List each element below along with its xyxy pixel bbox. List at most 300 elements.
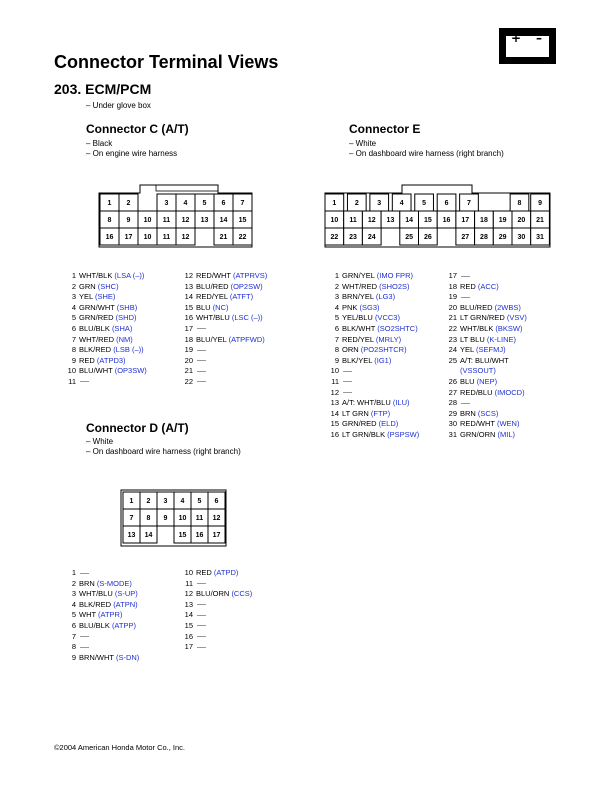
pin-number: 15: [330, 419, 339, 429]
pin-number: 15: [184, 302, 193, 312]
pin-number: 22: [184, 376, 193, 386]
connector-d-pin-row: [173, 579, 252, 590]
unused-pin-dash: [196, 610, 206, 621]
pin-signal-code: (VSV): [506, 313, 527, 323]
connector-e-pin-row: [319, 313, 419, 324]
connector-d-cavity-label: 14: [144, 532, 153, 539]
connector-d-cavity-label: 4: [180, 498, 185, 505]
connector-e-pin-row: [437, 313, 527, 324]
pin-wire: GRN/RED (SHD): [79, 313, 137, 323]
pin-number: 8: [334, 345, 339, 355]
connector-d-pin-row: [173, 621, 252, 632]
pin-wire: BLK/YEL (IG1): [342, 355, 392, 365]
unused-pin-dash: [196, 324, 206, 335]
pin-number: 3: [71, 589, 76, 599]
connector-e-cavity-label: 24: [367, 234, 376, 241]
pin-number: 17: [184, 642, 193, 652]
pin-wire: RED/WHT (WEN): [460, 419, 520, 429]
pin-number: 5: [71, 610, 76, 620]
connector-e-pin-row: [319, 366, 419, 377]
pin-signal-code: (MRLY): [375, 334, 402, 344]
pin-number: 14: [184, 292, 193, 302]
connector-d-pins-left: [56, 568, 139, 663]
pin-number: 26: [448, 376, 457, 386]
connector-e-cavity-label: 11: [349, 217, 357, 224]
pin-number: 20: [448, 302, 457, 312]
connector-e-pin-row: [437, 282, 527, 293]
connector-e-pin-row: [319, 356, 419, 367]
connector-d-note-location: – On dashboard wire harness (right branch): [86, 447, 241, 456]
pin-number: 10: [67, 366, 76, 376]
pin-wire: RED (ACC): [460, 281, 499, 291]
pin-signal-code: (CCS): [231, 589, 253, 599]
connector-d-cavity-label: 3: [163, 498, 168, 505]
pin-wire: GRN/YEL (IMO FPR): [342, 271, 413, 280]
connector-e-pin-row: [319, 409, 419, 420]
connector-e-pin-row: [319, 303, 419, 314]
pin-number: 13: [184, 281, 193, 291]
pin-number: 4: [71, 599, 76, 609]
connector-c-pin-row: [173, 313, 267, 324]
pin-wire: LT GRN/RED (VSV): [460, 313, 527, 323]
connector-e-pin-row: [437, 271, 527, 282]
connector-d-diagram: [118, 486, 230, 550]
pin-wire: BRN/WHT (S-DN): [79, 652, 140, 662]
pin-number: 3: [71, 292, 76, 302]
pin-signal-code: (K-LINE): [486, 334, 516, 344]
pin-signal-code: (SHE): [94, 292, 116, 302]
pin-wire: A/T: WHT/BLU (ILU): [342, 398, 410, 408]
connector-c-cavity-label: 10: [143, 217, 152, 224]
pin-number: 25: [448, 355, 457, 365]
connector-c-pin-row: [173, 366, 267, 377]
connector-e-cavity-label: 21: [536, 217, 544, 224]
connector-c-cavity-label: 16: [105, 234, 114, 241]
connector-c-cavity-label: 15: [238, 217, 247, 224]
unused-pin-dash: [196, 600, 206, 611]
connector-e-pins-left: [319, 271, 419, 441]
connector-c-pin-row: [173, 303, 267, 314]
connector-e-cavity-label: 7: [467, 200, 471, 207]
pin-signal-code: (ATPN): [113, 599, 138, 609]
connector-d-note-color: – White: [86, 437, 114, 446]
pin-wire: LT BLU (K-LINE): [460, 334, 516, 344]
connector-e-pin-row: [319, 398, 419, 409]
pin-number: 11: [185, 578, 193, 588]
pin-wire: [460, 366, 496, 377]
unused-pin-dash: [196, 366, 206, 377]
pin-wire: BRN (S-MODE): [79, 578, 132, 588]
connector-c-cavity-label: 5: [202, 200, 207, 207]
pin-number: 1: [334, 271, 339, 280]
connector-e-cavity-label: 27: [461, 234, 470, 241]
connector-c-cavity-label: 3: [164, 200, 169, 207]
pin-number: 2: [334, 281, 339, 291]
connector-e-pin-row: [437, 292, 527, 303]
connector-e-cavity-label: 18: [480, 217, 488, 224]
connector-d-title: Connector D (A/T): [86, 421, 189, 435]
battery-minus: –: [536, 31, 542, 45]
connector-c-cavity-label: 22: [238, 234, 247, 241]
connector-c-cavity-label: 12: [181, 217, 190, 224]
pin-number: 8: [71, 345, 76, 355]
pin-wire: BLU (NEP): [460, 376, 498, 386]
pin-wire: GRN/ORN (MIL): [460, 429, 515, 439]
connector-e-cavity-label: 15: [423, 217, 432, 224]
pin-number: 3: [334, 292, 339, 302]
pin-signal-code: (SHA): [111, 323, 133, 333]
connector-e-notes: [349, 139, 504, 159]
connector-c-cavity-label: 14: [219, 217, 228, 224]
pin-wire: GRN (SHC): [79, 281, 119, 291]
connector-c-pin-row: [56, 282, 147, 293]
connector-c-pin-row: [173, 345, 267, 356]
connector-c-cavity-label: 10: [143, 234, 152, 241]
connector-c-cavity-label: 7: [240, 200, 245, 207]
pin-number: 7: [71, 334, 76, 344]
pin-number: 27: [448, 387, 457, 397]
pin-wire: YEL/BLU (VCC3): [342, 313, 400, 323]
connector-d-pin-row: [56, 568, 139, 579]
pin-number: 15: [184, 620, 193, 630]
connector-d-cavity-label: 5: [197, 498, 202, 505]
pin-wire: WHT/RED (NM): [79, 334, 133, 344]
unused-pin-dash: [342, 366, 352, 377]
connector-e-pin-row: [319, 271, 419, 282]
connector-e-title: Connector E: [349, 122, 421, 136]
unused-pin-dash: [79, 632, 89, 643]
pin-signal-code: (LG3): [375, 292, 396, 302]
connector-c-cavity-label: 13: [200, 217, 209, 224]
pin-signal-code: (SHD): [115, 313, 137, 323]
connector-d-pin-row: [56, 642, 139, 653]
connector-e-cavity-label: 31: [536, 234, 544, 241]
connector-e-cavity-label: 17: [461, 217, 470, 224]
connector-c-pin-row: [56, 313, 147, 324]
connector-e-cavity-label: 5: [422, 200, 427, 207]
connector-e-pin-row: [437, 303, 527, 314]
pin-wire: WHT/BLU (LSC (–)): [196, 313, 263, 323]
connector-d-cavity-label: 8: [146, 515, 151, 522]
connector-d-cavity-label: 7: [129, 515, 134, 522]
connector-e-cavity-label: 23: [349, 234, 357, 241]
pin-wire: BLU/RED (OP2SW): [196, 281, 263, 291]
pin-number: 12: [184, 271, 193, 280]
connector-e-pin-row: [437, 388, 527, 399]
pin-number: 4: [71, 302, 76, 312]
unused-pin-dash: [79, 377, 89, 388]
unused-pin-dash: [196, 345, 206, 356]
connector-d-cavity-label: 2: [146, 498, 151, 505]
connector-c-diagram: [96, 183, 256, 251]
pin-number: 16: [330, 429, 339, 439]
connector-e-pin-row: [319, 430, 419, 441]
pin-number: 21: [184, 366, 193, 376]
connector-e-pin-row: [437, 356, 527, 367]
pin-wire: RED/YEL (ATFT): [196, 292, 254, 302]
pin-number: 6: [334, 323, 339, 333]
pin-signal-code: (ATPRVS): [232, 271, 268, 280]
pin-number: 10: [330, 366, 339, 376]
connector-c-pin-row: [56, 292, 147, 303]
pin-wire: BLK/WHT (SO2SHTC): [342, 323, 418, 333]
connector-e-cavity-label: 1: [332, 200, 337, 207]
pin-wire: BLK/RED (ATPN): [79, 599, 138, 609]
pin-signal-code: (ATPD): [213, 568, 239, 577]
pin-signal-code: (ATPP): [111, 620, 136, 630]
connector-d-cavity-label: 1: [129, 498, 134, 505]
connector-d-cavity-label: 10: [178, 515, 187, 522]
connector-d-notes: [86, 437, 241, 457]
connector-d-pins-right: [173, 568, 252, 653]
connector-c-cavity-label: 6: [221, 200, 226, 207]
connector-e-cavity-label: 10: [330, 217, 339, 224]
connector-d-pin-row: [56, 610, 139, 621]
pin-wire: BLU/BLK (ATPP): [79, 620, 136, 630]
connector-c-pin-row: [173, 335, 267, 346]
connector-e-pin-row: [319, 419, 419, 430]
connector-c-cavity-label: 8: [107, 217, 112, 224]
connector-d-cavity-label: 11: [195, 515, 204, 522]
pin-number: 20: [184, 355, 193, 365]
pin-number: 16: [184, 313, 193, 323]
unused-pin-dash: [196, 632, 206, 643]
connector-c-cavity-label: 4: [183, 200, 188, 207]
connector-c-pin-row: [173, 282, 267, 293]
pin-signal-code: (ATPR): [98, 610, 123, 620]
pin-signal-code: (WEN): [496, 419, 520, 429]
pin-number: 9: [334, 355, 339, 365]
connector-c-note-color: – Black: [86, 139, 113, 148]
pin-number: 1: [71, 568, 76, 577]
pin-wire: BLU/WHT (OP3SW): [79, 366, 147, 376]
pin-signal-code: (LSC (–)): [231, 313, 263, 323]
pin-number: 17: [184, 323, 193, 333]
pin-signal-code: (IG1): [374, 355, 392, 365]
pin-signal-code: (SHB): [116, 302, 138, 312]
connector-c-pin-row: [173, 292, 267, 303]
connector-e-pin-row: [319, 388, 419, 399]
connector-e-cavity-label: 12: [367, 217, 376, 224]
pin-wire: PNK (SG3): [342, 302, 380, 312]
pin-signal-code: (S-MODE): [96, 578, 132, 588]
pin-wire: WHT/BLU (S-UP): [79, 589, 138, 599]
pin-number: 9: [71, 355, 76, 365]
connector-c-pins-left: [56, 271, 147, 388]
connector-c-pin-row: [173, 324, 267, 335]
connector-d-pin-row: [56, 653, 139, 664]
connector-c-cavity-label: 9: [126, 217, 131, 224]
connector-e-pin-row: [319, 345, 419, 356]
connector-c-cavity-label: 12: [181, 234, 190, 241]
connector-e-cavity-label: 14: [405, 217, 414, 224]
connector-e-pin-row: [437, 419, 527, 430]
unused-pin-dash: [79, 568, 89, 579]
connector-c-pin-row: [173, 377, 267, 388]
connector-e-pin-row: [437, 377, 527, 388]
connector-d-cavity-label: 15: [178, 532, 187, 539]
connector-e-pin-row: [319, 377, 419, 388]
connector-e-cavity-label: 29: [498, 234, 507, 241]
connector-e-cavity-label: 26: [423, 234, 432, 241]
pin-signal-code: (ATPFWD): [228, 334, 265, 344]
battery-icon: [499, 28, 556, 64]
pin-number: 7: [334, 334, 339, 344]
connector-c-cavity-label: 11: [162, 217, 171, 224]
copyright-footer: [54, 743, 185, 752]
pin-wire: GRN/WHT (SHB): [79, 302, 138, 312]
pin-number: 22: [448, 323, 457, 333]
pin-wire: RED/WHT (ATPRVS): [196, 271, 268, 280]
pin-signal-code: (MIL): [497, 429, 515, 439]
connector-d-cavity-label: 13: [127, 532, 136, 539]
connector-c-cavity-label: 17: [124, 234, 133, 241]
pin-signal-code: (PO2SHTCR): [360, 345, 407, 355]
pin-number: 6: [71, 620, 76, 630]
unused-pin-dash: [460, 292, 470, 303]
pin-wire: BLU/YEL (ATPFWD): [196, 334, 265, 344]
location-note: – Under glove box: [86, 101, 151, 110]
pin-wire: RED/YEL (MRLY): [342, 334, 402, 344]
connector-e-note-color: – White: [349, 139, 377, 148]
unused-pin-dash: [196, 356, 206, 367]
connector-e-pin-row: [319, 282, 419, 293]
pin-signal-code: (ELD): [378, 419, 399, 429]
pin-signal-code: (ACC): [477, 281, 499, 291]
connector-d-cavity-label: 9: [163, 515, 168, 522]
pin-wire: WHT (ATPR): [79, 610, 123, 620]
connector-e-cavity-label: 13: [386, 217, 395, 224]
unused-pin-dash: [196, 377, 206, 388]
connector-e-pin-row: [437, 398, 527, 409]
pin-number: 6: [71, 323, 76, 333]
pin-number: 28: [448, 398, 457, 408]
pin-number: 12: [330, 387, 339, 397]
pin-number: 18: [448, 281, 457, 291]
connector-e-cavity-label: 30: [517, 234, 526, 241]
pin-wire: LT GRN/BLK (PSPSW): [342, 429, 420, 439]
unused-pin-dash: [460, 271, 470, 282]
connector-d-pin-row: [56, 632, 139, 643]
pin-wire: LT GRN (FTP): [342, 408, 391, 418]
pin-wire: BRN (SCS): [460, 408, 499, 418]
pin-number: 21: [448, 313, 457, 323]
connector-c-pin-row: [173, 356, 267, 367]
pin-signal-code: (SEFMJ): [475, 345, 506, 355]
pin-wire: BLU/BLK (SHA): [79, 323, 133, 333]
pin-signal-code: (BKSW): [495, 323, 523, 333]
pin-wire: RED/BLU (IMOCD): [460, 387, 525, 397]
pin-signal-code: (ATPD3): [96, 355, 126, 365]
pin-number: [437, 366, 457, 377]
connector-e-cavity-label: 19: [498, 217, 507, 224]
connector-c-pin-row: [56, 345, 147, 356]
connector-c-pin-row: [56, 271, 147, 282]
pin-number: 10: [184, 568, 193, 577]
connector-e-pin-row: [437, 430, 527, 441]
pin-signal-code: (IMOCD): [494, 387, 525, 397]
pin-signal-code: (SHO2S): [379, 281, 410, 291]
connector-c-pin-row: [56, 324, 147, 335]
pin-signal-code: (FTP): [370, 408, 391, 418]
pin-signal-code: (SCS): [477, 408, 499, 418]
pin-number: 17: [448, 271, 457, 280]
pin-number: 18: [184, 334, 193, 344]
connector-e-pins-right: [437, 271, 527, 441]
unused-pin-dash: [196, 579, 206, 590]
pin-number: 24: [448, 345, 457, 355]
pin-signal-code: (SHC): [97, 281, 119, 291]
copyright-text: 2004 American Honda Motor Co., Inc.: [59, 743, 186, 752]
connector-e-pin-row: [319, 292, 419, 303]
pin-wire: A/T: BLU/WHT: [460, 355, 509, 365]
pin-wire: BLU (NC): [196, 302, 229, 312]
pin-wire: WHT/RED (SHO2S): [342, 281, 410, 291]
pin-number: 19: [448, 292, 457, 302]
pin-wire: RED (ATPD): [196, 568, 239, 577]
connector-c-pin-row: [56, 377, 147, 388]
pin-number: 19: [184, 345, 193, 355]
connector-e-cavity-label: 2: [354, 200, 359, 207]
unused-pin-dash: [79, 642, 89, 653]
connector-e-cavity-label: 22: [330, 234, 339, 241]
unused-pin-dash: [460, 398, 470, 409]
pin-number: 16: [184, 631, 193, 641]
pin-number: 5: [334, 313, 339, 323]
pin-wire: YEL (SHE): [79, 292, 116, 302]
pin-number: 23: [448, 334, 457, 344]
battery-plus: +: [511, 31, 522, 45]
pin-signal-code: (OP3SW): [114, 366, 147, 376]
pin-number: 14: [184, 610, 193, 620]
connector-d-cavity-label: 16: [195, 532, 204, 539]
pin-signal-code: (NEP): [476, 376, 498, 386]
connector-e-cavity-label: 28: [480, 234, 488, 241]
connector-e-pin-row: [319, 324, 419, 335]
pin-number: 13: [330, 398, 339, 408]
pin-wire: YEL (SEFMJ): [460, 345, 506, 355]
pin-number: 2: [71, 578, 76, 588]
connector-c-pins-right: [173, 271, 267, 388]
pin-signal-code: (S-UP): [114, 589, 138, 599]
connector-e-pin-row: [319, 335, 419, 346]
pin-number: 4: [334, 302, 339, 312]
connector-c-cavity-label: 1: [107, 200, 112, 207]
connector-d-pin-row: [173, 600, 252, 611]
connector-d-pin-row: [56, 621, 139, 632]
connector-e-pin-row: [437, 324, 527, 335]
connector-e-cavity-label: 8: [517, 200, 522, 207]
unused-pin-dash: [342, 377, 352, 388]
pin-signal-code: (ILU): [392, 398, 410, 408]
pin-signal-code: (2WBS): [494, 302, 521, 312]
pin-signal-code: (SG3): [359, 302, 380, 312]
connector-e-cavity-label: 9: [538, 200, 543, 207]
connector-d-pin-row: [56, 600, 139, 611]
connector-c-notes: [86, 139, 177, 159]
connector-c-cavity-label: 2: [126, 200, 131, 207]
connector-c-note-location: – On engine wire harness: [86, 149, 178, 158]
pin-number: 11: [68, 376, 76, 386]
connector-e-cavity-label: 16: [442, 217, 451, 224]
section-heading: 203. ECM/PCM: [54, 81, 152, 97]
pin-wire: BLU/ORN (CCS): [196, 589, 253, 599]
unused-pin-dash: [196, 642, 206, 653]
pin-number: 30: [448, 419, 457, 429]
connector-d-pin-row: [173, 610, 252, 621]
connector-c-pin-row: [56, 303, 147, 314]
connector-e-pin-row: [437, 409, 527, 420]
